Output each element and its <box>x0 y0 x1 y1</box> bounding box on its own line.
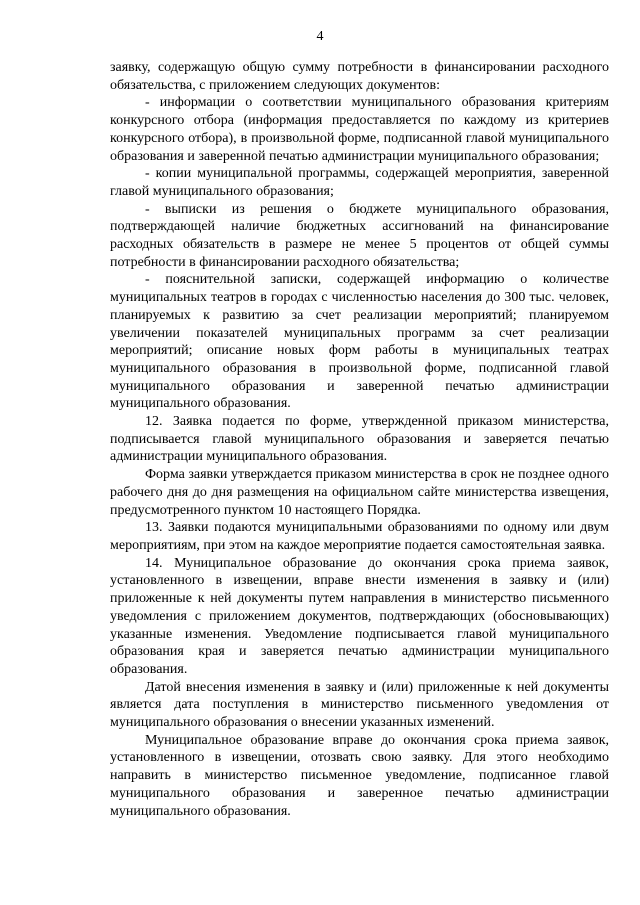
paragraph-list-item-program-copy: - копии муниципальной программы, содержащей мероприятия, заверенной главой муниципального образования; <box>110 166 609 199</box>
paragraph-withdrawal: Муниципальное образование вправе до окончания срока приема заявок, установленного в извещении, отозвать свою заявку. Для этого необходимо направить в министерство письменное уведомление, подписанное главой муниципального образования и заверенное печатью администрации муниципального образования. <box>110 732 609 819</box>
paragraph-application-form: Форма заявки утверждается приказом министерства в срок не позднее одного рабочего дня до дня размещения на официальном сайте министерства извещения, предусмотренного пунктом 10 настоящего Порядка. <box>110 467 609 518</box>
paragraph-clause-14: 14. Муниципальное образование до окончания срока приема заявок, установленного в извещении, вправе внести изменения в заявку и (или) приложенные к ней документы путем направления в министерство письменного уведомления с приложением документов, подтверждающих (обосновывающих) указанные изменения. Уведомление подписывается главой муниципального образования края и заверяется печатью администрации муниципального образования. <box>110 555 609 677</box>
paragraph-clause-13: 13. Заявки подаются муниципальными образованиями по одному или двум мероприятиям, при этом на каждое мероприятие подается самостоятельная заявка. <box>110 520 609 553</box>
paragraph-list-item-explanatory-note: - пояснительной записки, содержащей информацию о количестве муниципальных театров в городах с численностью населения до 300 тыс. человек, планируемых к развитию за счет реализации мероприятий; планируемом увеличении показателей муниципальных программ за счет реализации мероприятий; описание новых форм работы в муниципальных театрах муниципального образования в произвольной форме, подписанной главой муниципального образования и заверенной печатью администрации муниципального образования. <box>110 272 609 412</box>
paragraph-continuation: заявку, содержащую общую сумму потребности в финансировании расходного обязательства, с приложением следующих документов: <box>110 60 609 93</box>
document-body <box>110 59 609 820</box>
paragraph-list-item-criteria: - информации о соответствии муниципального образования критериям конкурсного отбора (информация предоставляется по каждому из критериев конкурсного отбора), в произвольной форме, подписанной главой муниципального образования и заверенной печатью администрации муниципального образования; <box>110 95 609 164</box>
paragraph-list-item-budget-extract: - выписки из решения о бюджете муниципального образования, подтверждающей наличие бюджетных ассигнований на финансирование расходных обязательств в размере не менее 5 процентов от общей суммы потребности в финансировании расходного обязательства; <box>110 201 609 270</box>
paragraph-change-date: Датой внесения изменения в заявку и (или) приложенные к ней документы является дата поступления в министерство письменного уведомления от муниципального образования о внесении указанных изменений. <box>110 679 609 731</box>
paragraph-clause-12: 12. Заявка подается по форме, утвержденной приказом министерства, подписывается главой муниципального образования и заверяется печатью администрации муниципального образования. <box>110 414 609 465</box>
page-number: 4 <box>316 29 324 44</box>
